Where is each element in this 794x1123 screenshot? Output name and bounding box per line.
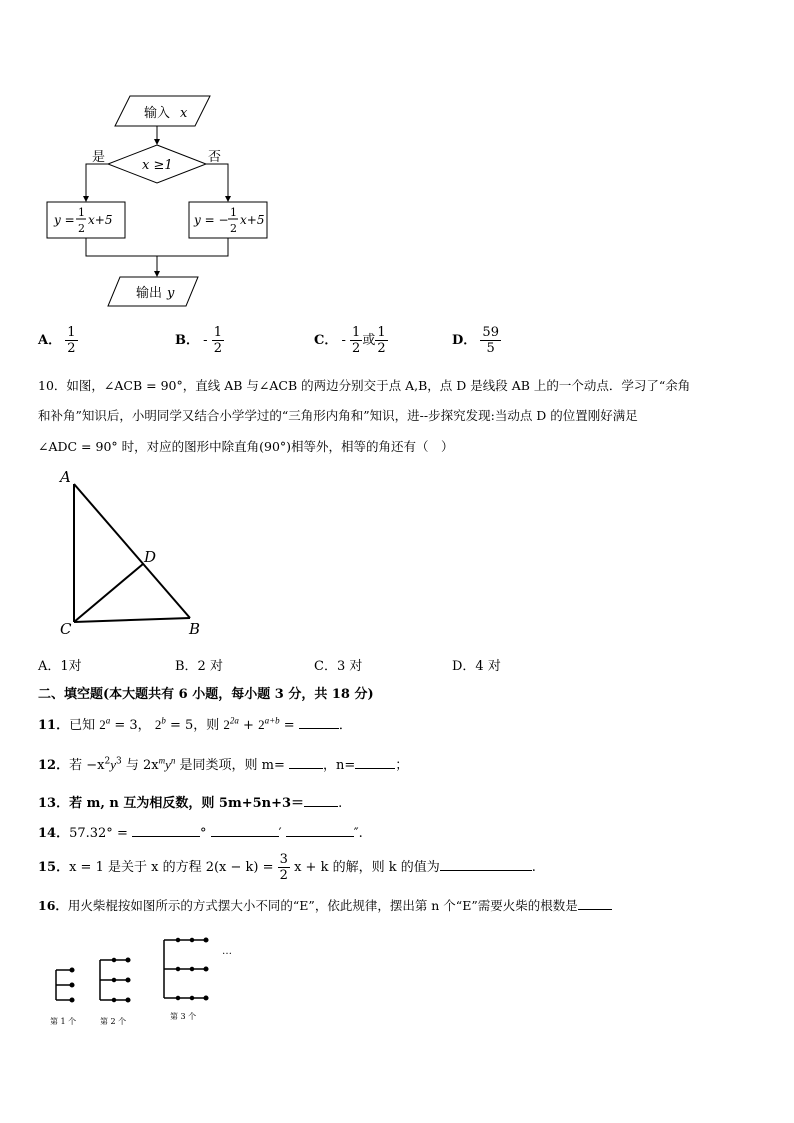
input-label: 输入 bbox=[144, 106, 171, 121]
point-b-label: B bbox=[189, 620, 201, 638]
answer-blank-minute[interactable] bbox=[211, 824, 279, 837]
answer-blank[interactable] bbox=[299, 716, 339, 729]
no-branch bbox=[206, 164, 228, 196]
right-eq-rhs: x+5 bbox=[240, 213, 265, 227]
output-label: 输出 bbox=[136, 286, 163, 301]
q16: 16．用火柴棍按如图所示的方式摆大小不同的“E”，依此规律，摆出第 n 个“E”需要火柴的根数是 bbox=[38, 896, 612, 914]
e-figure-3 bbox=[164, 938, 208, 1000]
output-var: y bbox=[167, 286, 175, 301]
fraction: $\frac{1}{2}$ bbox=[213, 325, 222, 356]
q10-option-d: D．4 对 bbox=[452, 659, 501, 674]
q10-line-1: 10．如图，∠ACB = 90°，直线 AB 与∠ACB 的两边分别交于点 A,B，点 D 是线段 AB 上的一个动点．学习了“余角 bbox=[38, 378, 691, 393]
q10-option-c: C．3 对 bbox=[314, 659, 363, 674]
q10-line-2: 和补角”知识后，小明同学又结合小学学过的“三角形内角和”知识，进--步探究发现:当动点 D 的位置刚好满足 bbox=[38, 408, 638, 423]
right-frac-den: 2 bbox=[230, 222, 237, 235]
condition-text: x ≥1 bbox=[142, 158, 173, 173]
answer-blank-second[interactable] bbox=[286, 824, 354, 837]
q15: 15．x = 1 是关于 x 的方程 2(x − k) = $\frac{3}{2}$ x + k 的解，则 k 的值为 . bbox=[38, 852, 536, 883]
figure-3-label: 第 3 个 bbox=[170, 1012, 197, 1021]
answer-blank-n[interactable] bbox=[355, 756, 395, 769]
side-cb bbox=[74, 618, 190, 622]
segment-cd bbox=[74, 564, 143, 622]
answer-blank-m[interactable] bbox=[289, 756, 323, 769]
flowchart-diagram bbox=[40, 90, 280, 322]
figure-1-label: 第 1 个 bbox=[50, 1017, 77, 1026]
q9-option-d: D． $\frac{59}{5}$ bbox=[452, 325, 499, 356]
arrow-head bbox=[154, 139, 160, 145]
fraction: $\frac{1}{2}$ bbox=[377, 325, 386, 356]
side-ab bbox=[74, 484, 190, 618]
triangle-figure bbox=[52, 462, 212, 642]
fraction: $\frac{1}{2}$ bbox=[352, 325, 361, 356]
left-eq-rhs: x+5 bbox=[88, 213, 113, 227]
ellipsis: … bbox=[222, 946, 232, 957]
answer-blank[interactable] bbox=[304, 794, 338, 807]
matchstick-figures bbox=[40, 930, 260, 1030]
left-frac-den: 2 bbox=[78, 222, 85, 235]
left-eq-lhs: y = bbox=[54, 213, 75, 227]
q13: 13．若 m, n 互为相反数，则 5m+5n+3＝ . bbox=[38, 796, 343, 811]
q12: 12．若 $-x^2y^3$ 与 $2x^my^n$ 是同类项，则 m= ，n= ； bbox=[38, 755, 409, 773]
q10-option-a: A．1对 bbox=[38, 659, 82, 674]
fraction: $\frac{59}{5}$ bbox=[482, 325, 499, 356]
yes-branch bbox=[86, 164, 108, 196]
fraction: $\frac{1}{2}$ bbox=[67, 325, 76, 356]
point-c-label: C bbox=[60, 620, 72, 638]
right-eq-lhs: y = − bbox=[194, 213, 229, 227]
arrow-head bbox=[225, 196, 231, 202]
q14: 14．57.32° = ° ′ ″. bbox=[38, 826, 363, 841]
no-label: 否 bbox=[208, 150, 222, 165]
q9-option-b: B． - $\frac{1}{2}$ bbox=[175, 325, 222, 356]
q11: 11．已知 $2^a = 3$， $2^b = 5$，则 $2^{2a} + 2^{a+b}$ = ． bbox=[38, 715, 352, 733]
merge-line bbox=[86, 238, 228, 256]
q9-option-a: A． $\frac{1}{2}$ bbox=[38, 325, 76, 356]
arrow-head bbox=[83, 196, 89, 202]
point-a-label: A bbox=[60, 468, 71, 486]
section-heading: 二、填空题(本大题共有 6 小题，每小题 3 分，共 18 分) bbox=[38, 687, 374, 702]
q10-option-b: B．2 对 bbox=[175, 659, 223, 674]
answer-blank-degree[interactable] bbox=[132, 824, 200, 837]
yes-label: 是 bbox=[92, 150, 106, 165]
right-frac-num: 1 bbox=[230, 206, 237, 219]
e-figure-1 bbox=[56, 968, 74, 1002]
q9-option-c: C． - $\frac{1}{2}$ 或 $\frac{1}{2}$ bbox=[314, 325, 386, 356]
q10-line-3: ∠ADC = 90° 时，对应的图形中除直角(90°)相等外，相等的角还有（ ） bbox=[38, 439, 454, 454]
answer-blank[interactable] bbox=[440, 858, 532, 871]
left-frac-num: 1 bbox=[78, 206, 85, 219]
answer-blank[interactable] bbox=[578, 897, 612, 910]
input-var: x bbox=[180, 106, 188, 121]
arrow-head bbox=[154, 271, 160, 277]
fraction: $\frac{3}{2}$ bbox=[279, 852, 288, 883]
e-figure-2 bbox=[100, 958, 130, 1002]
figure-2-label: 第 2 个 bbox=[100, 1017, 127, 1026]
point-d-label: D bbox=[144, 548, 157, 566]
